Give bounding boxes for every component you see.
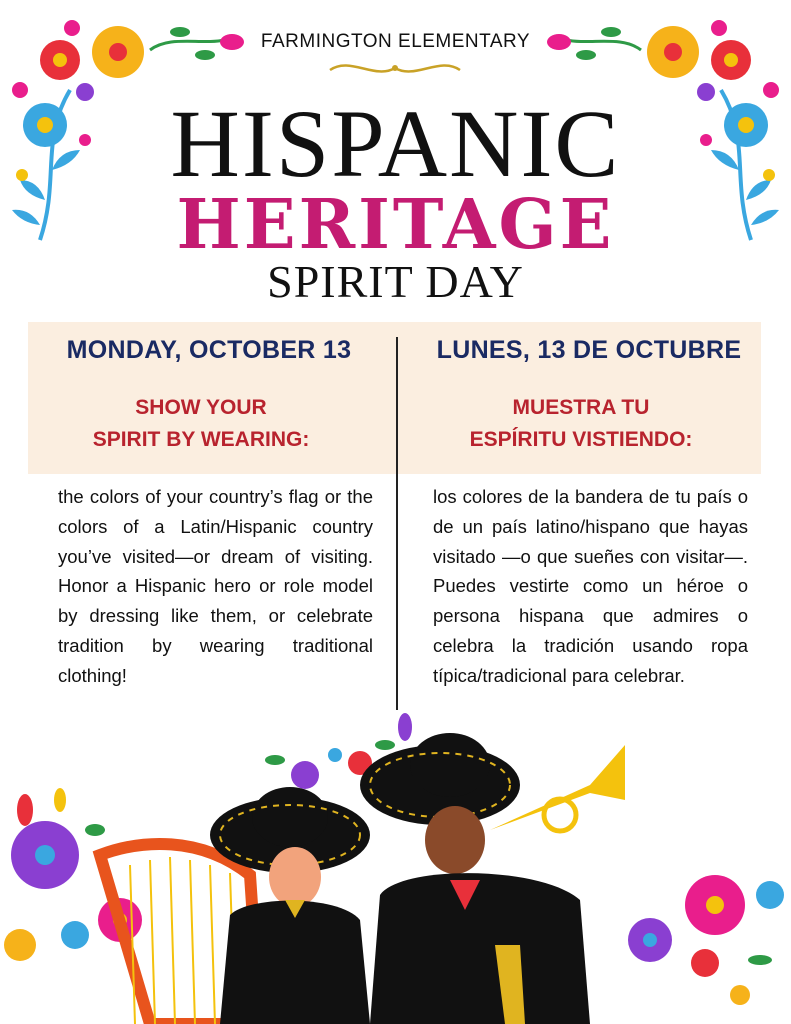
scroll-ornament-icon: [320, 56, 470, 82]
english-date: MONDAY, OCTOBER 13: [66, 336, 352, 364]
page-subtitle: HERITAGE: [176, 185, 615, 265]
english-heading-line1: SHOW YOUR: [135, 396, 267, 419]
page-title: HISPANIC: [170, 90, 621, 197]
event-name: SPIRIT DAY: [267, 256, 524, 307]
spanish-date: LUNES, 13 DE OCTUBRE: [436, 336, 742, 364]
english-body: the colors of your country’s flag or the colors of a Latin/Hispanic country you’ve visited—or dream of visiting. Honor a Hispanic hero or role model by dressing like them, or celebrate tradition by wearing traditional clothing!: [58, 486, 373, 686]
english-heading-line2: SPIRIT BY WEARING:: [92, 428, 310, 451]
spanish-heading-line2: ESPÍRITU VISTIENDO:: [469, 428, 693, 451]
spanish-body: los colores de la bandera de tu país o de un país latino/hispano que hayas visitado —o que sueñes con visitar—. Puedes vestirte como un héroe o persona hispana que admires o celebra la tradición usando ropa típica/tradicional para celebrar.: [433, 486, 748, 686]
spanish-heading-line1: MUESTRA TU: [512, 396, 650, 419]
school-name: FARMINGTON ELEMENTARY: [260, 31, 531, 52]
spanish-heading: [396, 392, 766, 456]
mariachi-illustration-icon: [0, 705, 791, 1024]
english-heading: [16, 392, 386, 456]
